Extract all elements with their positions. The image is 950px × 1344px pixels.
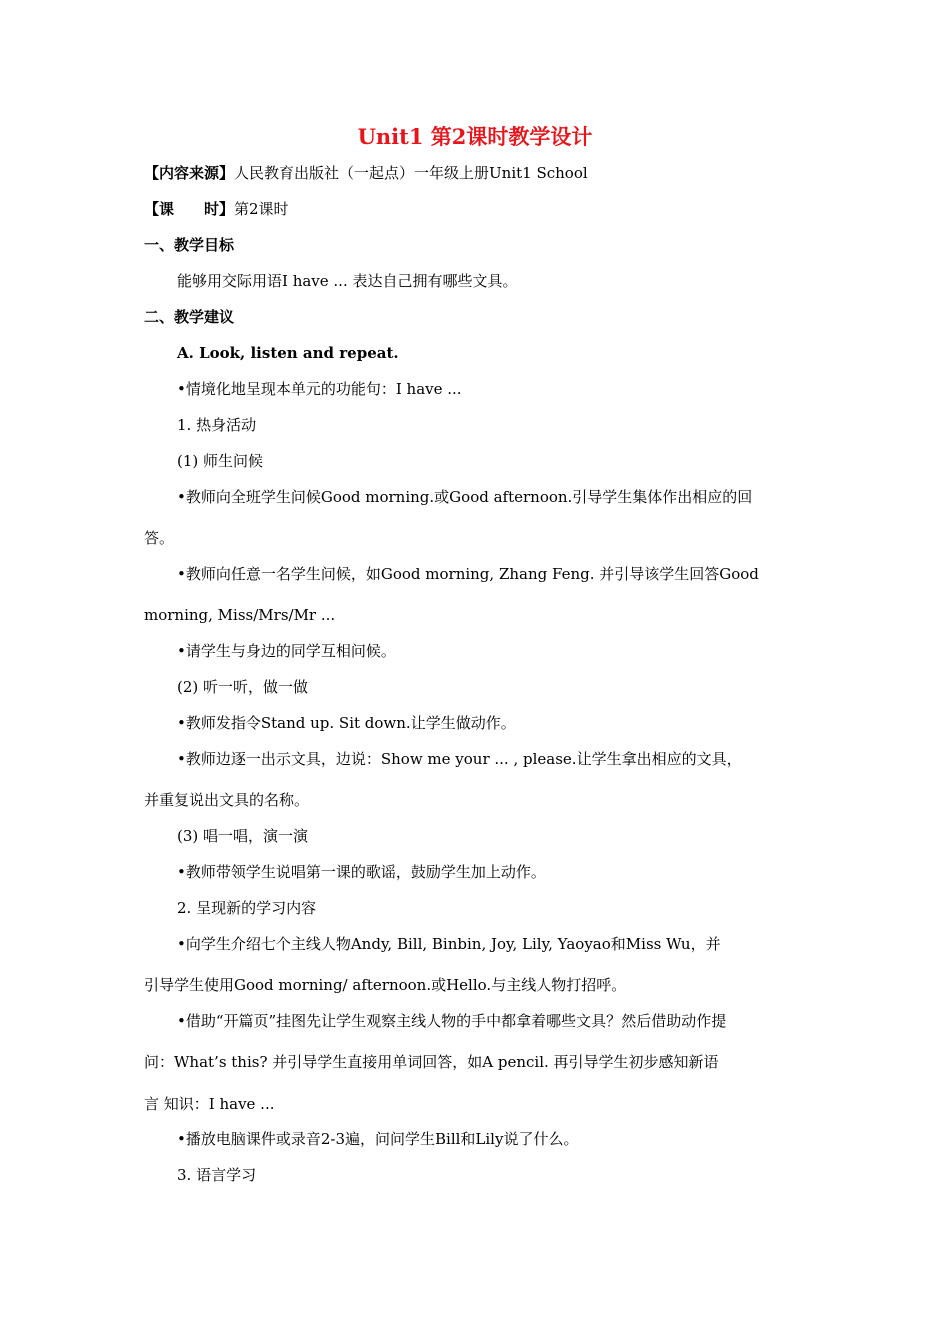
body-line: •播放电脑课件或录音2-3遍，问问学生Bill和Lily说了什么。 bbox=[177, 1130, 579, 1148]
body-line: •向学生介绍七个主线人物Andy, Bill, Binbin, Joy, Lily, Yaoyao和Miss Wu，并 bbox=[177, 935, 721, 953]
document-title: Unit1 第2课时教学设计 bbox=[357, 124, 593, 149]
source-value: 人民教育出版社（一起点）一年级上册Unit1 School bbox=[234, 164, 588, 182]
subsection-a-heading: A. Look, listen and repeat. bbox=[177, 344, 399, 362]
body-line: (2) 听一听，做一做 bbox=[177, 678, 309, 696]
body-line: •教师发指令Stand up. Sit down.让学生做动作。 bbox=[177, 714, 516, 732]
body-line: 3. 语言学习 bbox=[177, 1166, 257, 1184]
body-line: 2. 呈现新的学习内容 bbox=[177, 899, 317, 917]
section-heading-suggestions: 二、教学建议 bbox=[144, 308, 235, 326]
section-heading-goals: 一、教学目标 bbox=[144, 236, 235, 254]
body-line: 答。 bbox=[144, 529, 175, 547]
body-line: •请学生与身边的同学互相问候。 bbox=[177, 642, 396, 660]
body-line: 问：What’s this? 并引导学生直接用单词回答，如A pencil. 再引导学生初步感知新语 bbox=[144, 1053, 719, 1071]
body-line: •教师向任意一名学生问候，如Good morning, Zhang Feng. 并引导该学生回答Good bbox=[177, 565, 759, 583]
period-value: 第2课时 bbox=[234, 200, 289, 218]
body-line: •教师边逐一出示文具，边说：Show me your ... , please.让学生拿出相应的文具， bbox=[177, 750, 742, 768]
source-label: 【内容来源】 bbox=[144, 164, 235, 182]
body-line: 并重复说出文具的名称。 bbox=[144, 791, 310, 809]
source-line bbox=[144, 162, 814, 184]
period-label: 【课 时】 bbox=[144, 200, 235, 218]
body-line: 言 知识：I have ... bbox=[144, 1095, 275, 1113]
goal-paragraph: 能够用交际用语I have ... 表达自己拥有哪些文具。 bbox=[177, 272, 518, 290]
body-line: •情境化地呈现本单元的功能句：I have ... bbox=[177, 380, 462, 398]
body-line: •教师带领学生说唱第一课的歌谣，鼓励学生加上动作。 bbox=[177, 863, 546, 881]
body-line: •教师向全班学生问候Good morning.或Good afternoon.引导学生集体作出相应的回 bbox=[177, 488, 753, 506]
body-line: (3) 唱一唱，演一演 bbox=[177, 827, 309, 845]
body-line: (1) 师生问候 bbox=[177, 452, 264, 470]
period-line bbox=[144, 198, 814, 220]
body-line: 1. 热身活动 bbox=[177, 416, 257, 434]
body-line: •借助“开篇页”挂图先让学生观察主线人物的手中都拿着哪些文具？然后借助动作提 bbox=[177, 1012, 727, 1030]
body-line: 引导学生使用Good morning/ afternoon.或Hello.与主线人物打招呼。 bbox=[144, 976, 627, 994]
body-line: morning, Miss/Mrs/Mr ... bbox=[144, 606, 336, 624]
